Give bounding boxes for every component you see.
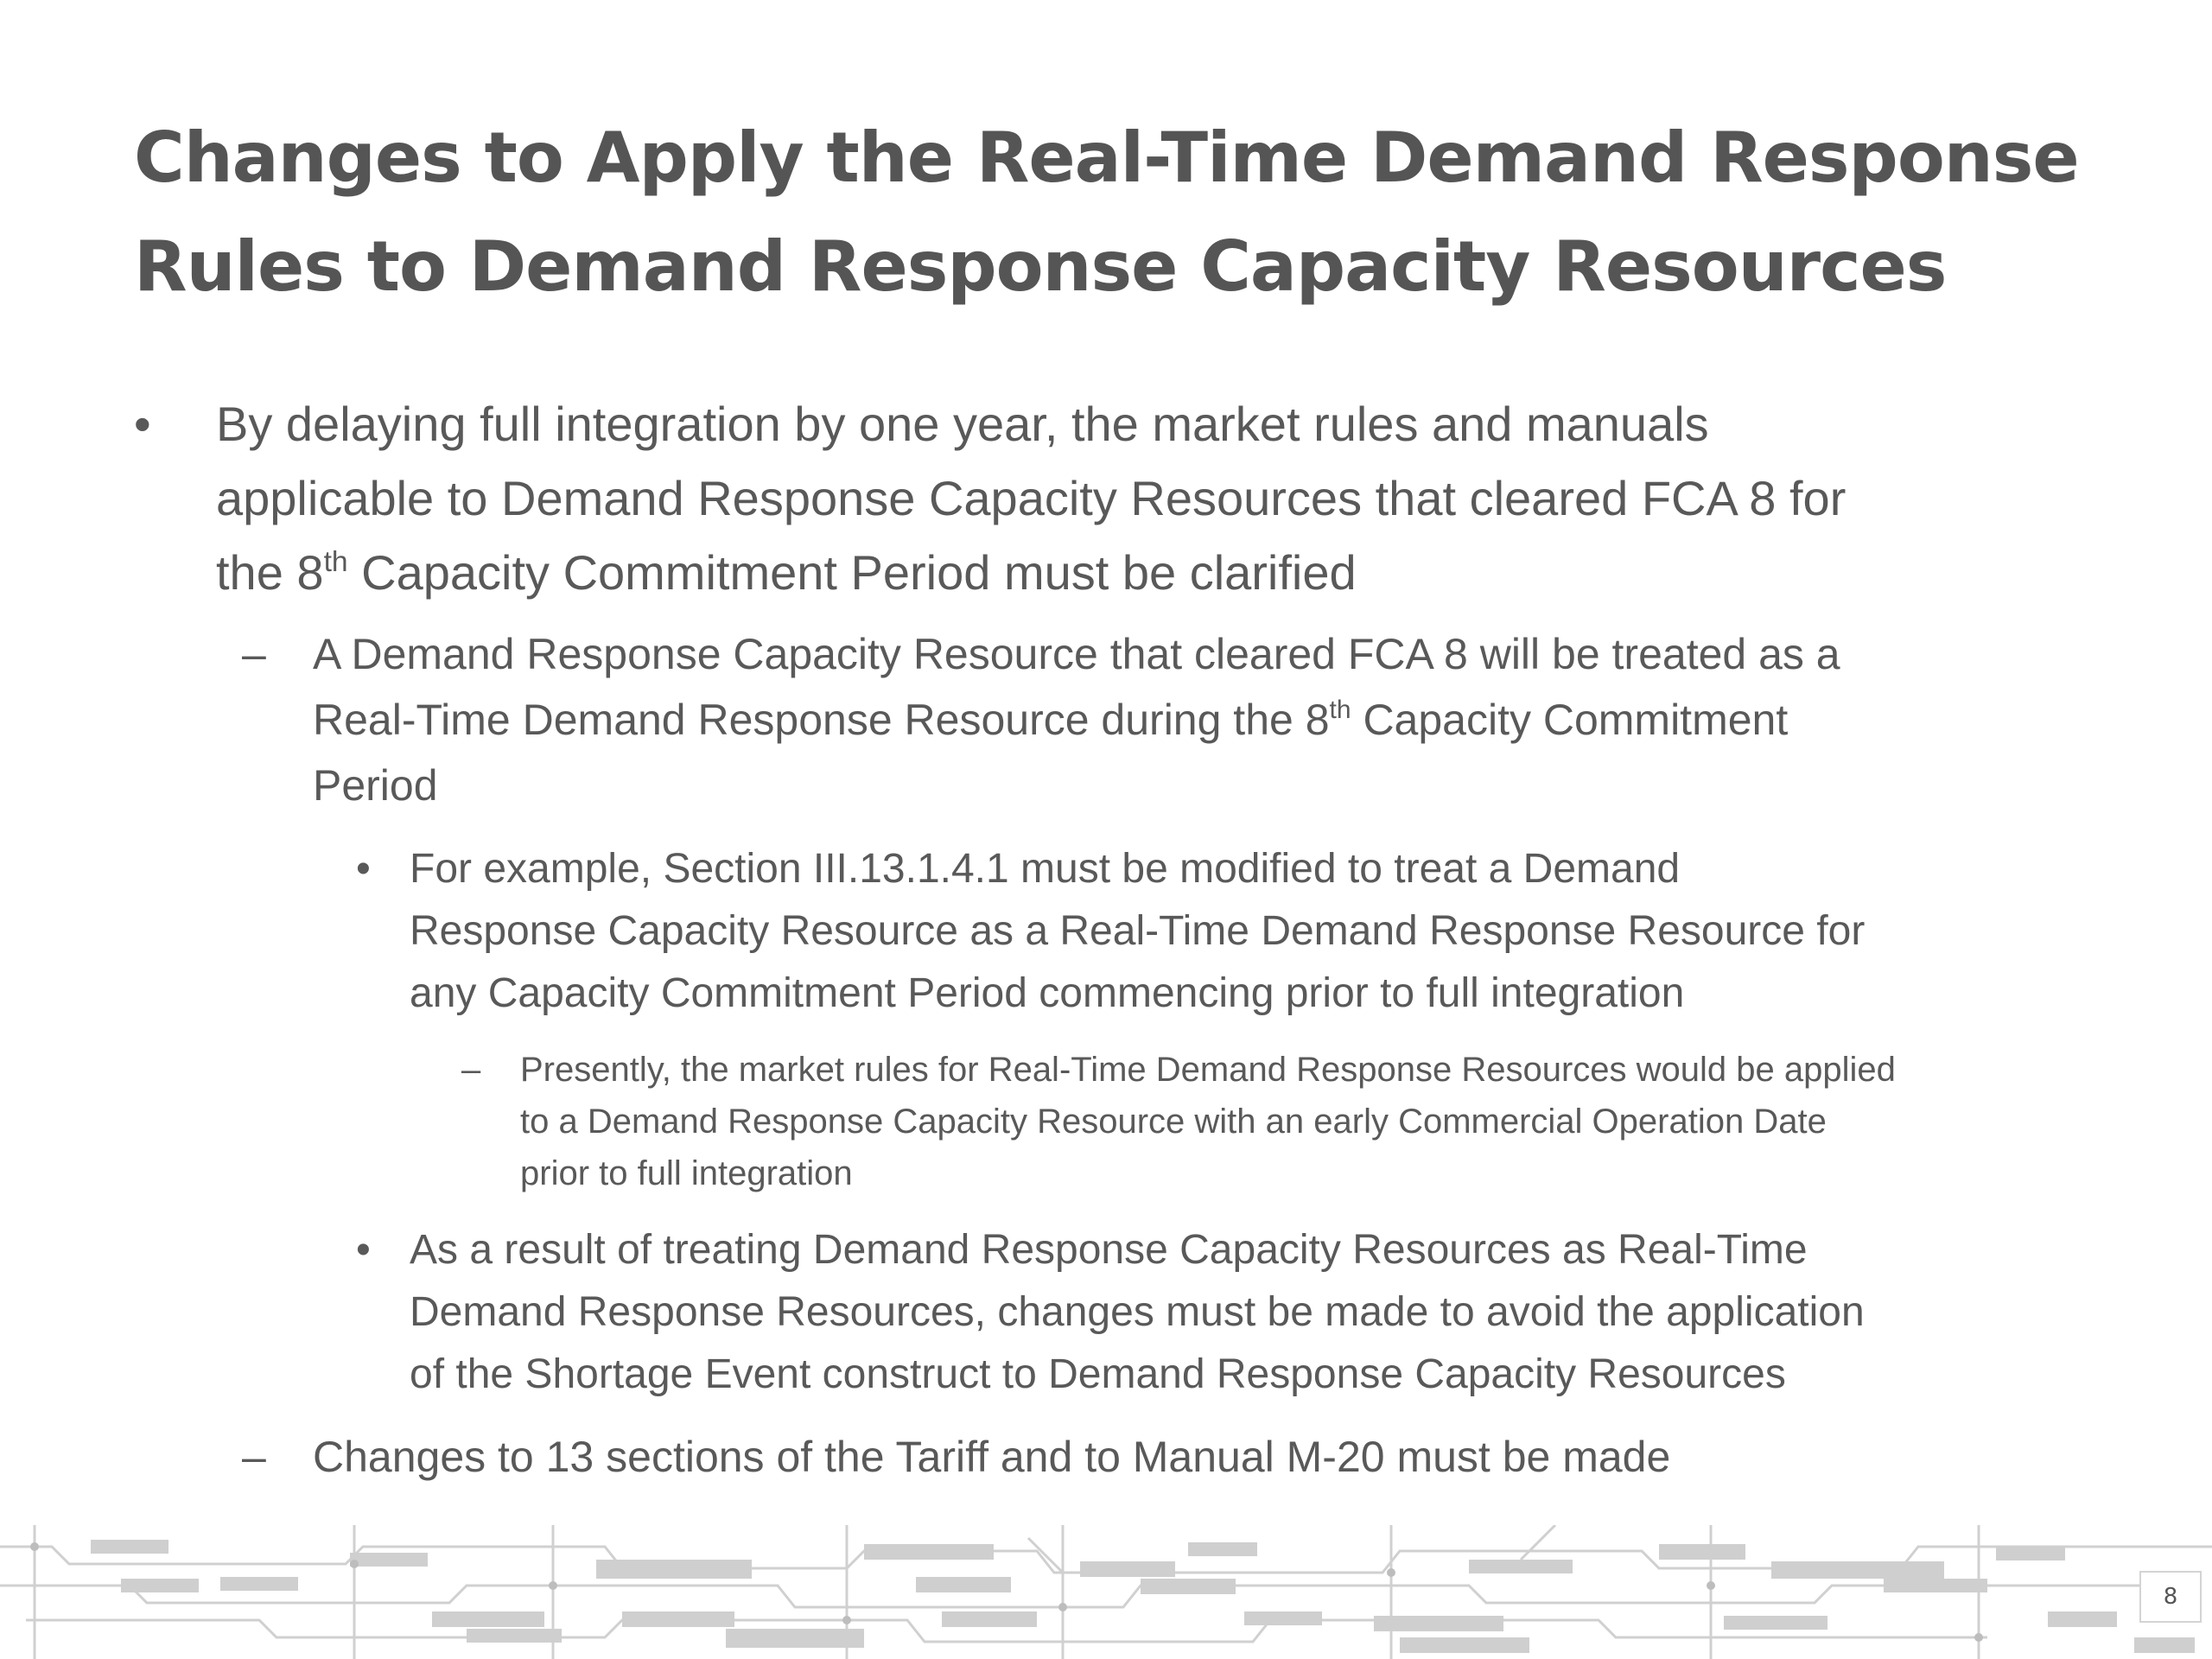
bullet-level2-treated-as-rtdr: [242, 621, 1840, 818]
bullet-level4-presently: [461, 1044, 1896, 1199]
bullet-text-line: any Capacity Commitment Period commencing prior to full integration: [410, 970, 1685, 1016]
text-segment: Capacity Commitment: [1351, 696, 1789, 744]
bullet-text-line: Presently, the market rules for Real-Time Demand Response Resources would be applied: [520, 1051, 1896, 1089]
bullet-text-line: applicable to Demand Response Capacity Resources that cleared FCA 8 for: [216, 471, 1847, 525]
circuit-footer-decoration: [0, 1525, 2212, 1659]
bullet-text-line: [313, 687, 1840, 753]
bullet-text-line: of the Shortage Event construct to Demand Response Capacity Resources: [410, 1351, 1786, 1397]
superscript: th: [323, 545, 348, 578]
title-line-2: Rules to Demand Response Capacity Resources: [134, 226, 1947, 307]
bullet-level3-as-a-result: [356, 1219, 1865, 1406]
text-segment: Capacity Commitment Period must be clarified: [347, 545, 1357, 600]
title-line-1: Changes to Apply the Real-Time Demand Response: [134, 118, 2079, 198]
superscript: th: [1329, 695, 1351, 724]
bullet-marker: •: [134, 397, 151, 451]
bullet-level2-changes-to-13-sections: [242, 1424, 1671, 1490]
bullet-level1-delaying-integration: [134, 387, 1847, 610]
bullet-text-line: Demand Response Resources, changes must be made to avoid the application: [410, 1289, 1865, 1335]
dash-marker: –: [242, 630, 266, 678]
text-segment: Real-Time Demand Response Resource during the 8: [313, 696, 1330, 744]
bullet-marker: •: [356, 846, 371, 892]
dash-marker: –: [461, 1051, 481, 1089]
bullet-text-line: Changes to 13 sections of the Tariff and to Manual M-20 must be made: [313, 1433, 1671, 1481]
bullet-text-line: For example, Section III.13.1.4.1 must be modified to treat a Demand: [410, 846, 1681, 892]
bullet-text-line: By delaying full integration by one year, the market rules and manuals: [216, 397, 1709, 451]
bullet-text-line: Period: [313, 761, 438, 810]
bullet-text-line: prior to full integration: [520, 1154, 853, 1192]
page-number: 8: [2139, 1571, 2202, 1623]
bullet-text-line: As a result of treating Demand Response Capacity Resources as Real-Time: [410, 1227, 1808, 1273]
bullet-text-line: [216, 536, 1846, 610]
bullet-text-line: Response Capacity Resource as a Real-Time Demand Response Resource for: [410, 908, 1866, 954]
bullet-level3-section-example: [356, 838, 1866, 1025]
bullet-marker: •: [356, 1227, 371, 1273]
bullet-text-line: to a Demand Response Capacity Resource with an early Commercial Operation Date: [520, 1103, 1827, 1141]
text-segment: the 8: [216, 545, 324, 600]
dash-marker: –: [242, 1433, 266, 1481]
bullet-text-line: A Demand Response Capacity Resource that cleared FCA 8 will be treated as a: [313, 630, 1840, 678]
